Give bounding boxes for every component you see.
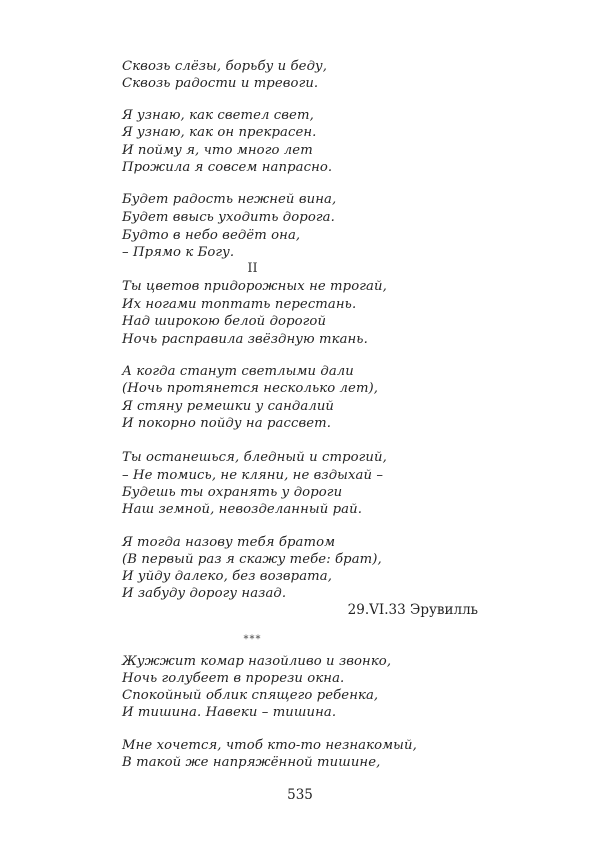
poem-line: Сквозь радости и тревоги.: [122, 76, 319, 91]
poem-line: Будет ввысь уходить дорога.: [122, 210, 335, 225]
poem-line: Спокойный облик спящего ребенка,: [122, 688, 379, 703]
poem-line: И пойму я, что много лет: [122, 143, 313, 158]
poem-line: Я узнаю, как он прекрасен.: [122, 125, 317, 140]
poem-line: И тишина. Навеки – тишина.: [122, 705, 337, 720]
poem-line: Будто в небо ведёт она,: [122, 228, 301, 243]
poem-date-place: 29.VI.33 Эрувилль: [347, 602, 478, 618]
poem-line: Мне хочется, чтоб кто-то незнакомый,: [122, 738, 417, 753]
section-separator: ***: [243, 634, 262, 645]
poem-line: (В первый раз я скажу тебе: брат),: [122, 552, 382, 567]
section-number: II: [247, 261, 258, 276]
poem-line: Над широкою белой дорогой: [122, 314, 327, 329]
poem-line: Ночь расправила звёздную ткань.: [122, 332, 368, 347]
poem-line: Прожила я совсем напрасно.: [122, 160, 333, 175]
poem-line: Ночь голубеет в прорези окна.: [122, 671, 345, 686]
poem-line: Будет радость нежней вина,: [122, 192, 337, 207]
poem-line: И покорно пойду на рассвет.: [122, 416, 332, 431]
poem-line: Я стяну ремешки у сандалий: [122, 399, 335, 414]
poem-line: Ты цветов придорожных не трогай,: [122, 279, 387, 294]
poem-line: Я узнаю, как светел свет,: [122, 108, 314, 123]
poem-line: Я тогда назову тебя братом: [122, 535, 336, 550]
poem-line: – Не томись, не кляни, не вздыхай –: [122, 468, 384, 483]
poem-line: Ты останешься, бледный и строгий,: [122, 450, 387, 465]
poem-line: И уйду далеко, без возврата,: [122, 569, 333, 584]
poem-line: В такой же напряжённой тишине,: [122, 755, 381, 770]
poem-line: – Прямо к Богу.: [122, 245, 235, 260]
poem-line: Жужжит комар назойливо и звонко,: [122, 654, 392, 669]
poem-line: Будешь ты охранять у дороги: [122, 485, 343, 500]
poem-line: А когда станут светлыми дали: [122, 364, 354, 379]
poem-line: (Ночь протянется несколько лет),: [122, 381, 379, 396]
poem-line: И забуду дорогу назад.: [122, 586, 287, 601]
poem-line: Наш земной, невозделанный рай.: [122, 502, 362, 517]
poem-line: Их ногами топтать перестань.: [122, 297, 357, 312]
page-number: 535: [287, 787, 313, 803]
poem-line: Сквозь слёзы, борьбу и беду,: [122, 59, 328, 74]
